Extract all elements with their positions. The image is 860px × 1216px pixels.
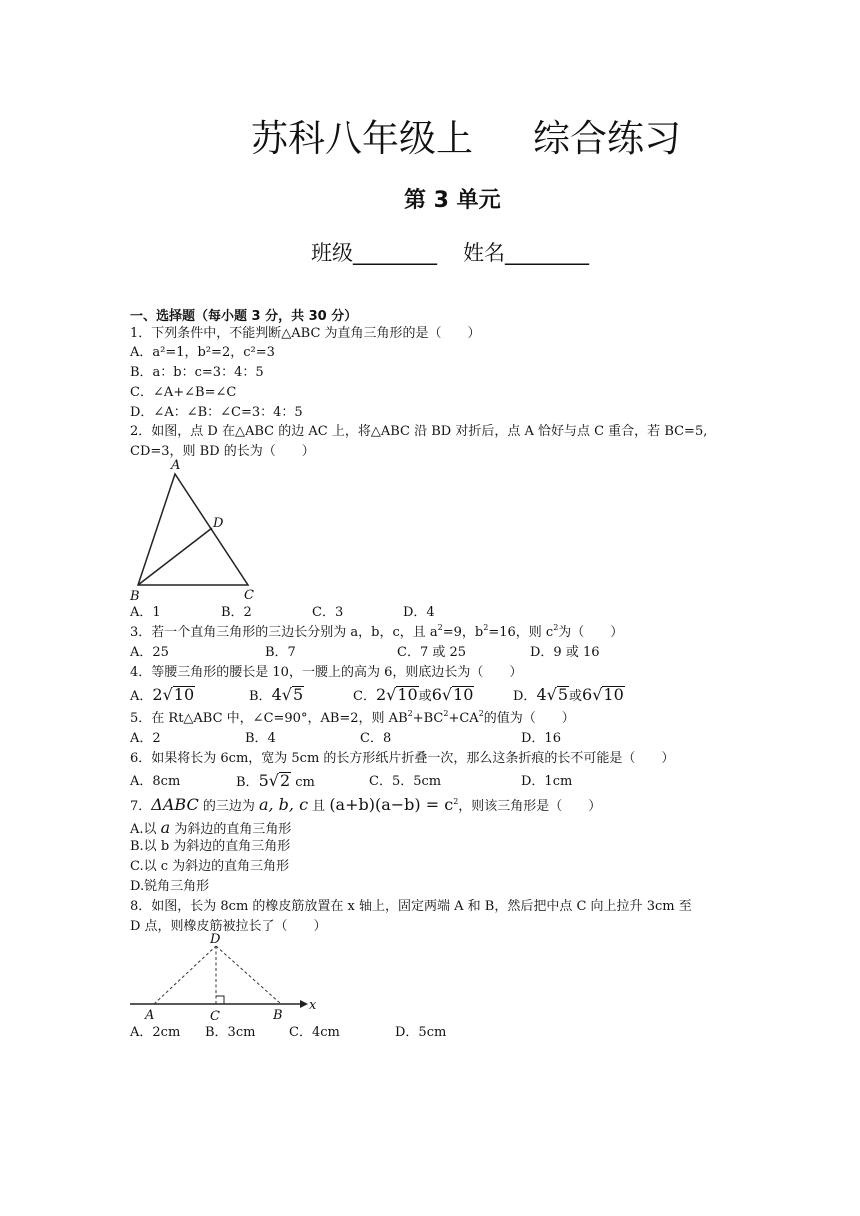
q7-option-c: C.以 c 为斜边的直角三角形 xyxy=(130,859,290,874)
label-a: A xyxy=(171,458,181,473)
segment-db xyxy=(216,946,281,1004)
q2-option-b: B．2 xyxy=(221,605,252,620)
q6-option-b: B．5√2 cm xyxy=(236,771,315,790)
label-a: A xyxy=(145,1008,155,1023)
q4-option-c: C．2√10或6√10 xyxy=(353,685,474,704)
q8-stem-line1: 8．如图，长为 8cm 的橡皮筋放置在 x 轴上，固定两端 A 和 B，然后把中点 C 向上拉升 3cm 至 xyxy=(130,899,692,914)
label-c: C xyxy=(244,588,254,603)
segment-bd xyxy=(138,528,212,585)
label-c: C xyxy=(210,1009,220,1024)
q4-option-a: A．2√10 xyxy=(130,685,195,704)
label-b: B xyxy=(130,589,140,604)
label-b: B xyxy=(273,1008,283,1023)
triangle-abc xyxy=(138,474,248,585)
q3-option-c: C．7 或 25 xyxy=(397,645,467,660)
q1-option-b: B．a：b：c=3：4：5 xyxy=(130,365,264,380)
right-angle-mark xyxy=(216,996,224,1004)
name-field: 姓名________ xyxy=(463,241,589,265)
q3-stem: 3．若一个直角三角形的三边长分别为 a，b，c，且 $a^2=9$，$b^2=16$，则 $c^2$为（ ） xyxy=(130,623,624,640)
q1-option-d: D．∠A：∠B：∠C=3：4：5 xyxy=(130,405,303,420)
q6-option-d: D．1cm xyxy=(521,774,573,789)
q6-stem: 6．如果将长为 6cm，宽为 5cm 的长方形纸片折叠一次，那么这条折痕的长不可能是（ ） xyxy=(130,751,675,766)
q2-stem-line1: 2．如图，点 D 在△ABC 的边 AC 上，将△ABC 沿 BD 对折后，点 A 恰好与点 C 重合，若 BC=5, xyxy=(130,424,708,439)
q8-option-b: B．3cm xyxy=(205,1025,256,1040)
q3-option-a: A．25 xyxy=(130,645,169,660)
q5-option-a: A．2 xyxy=(130,731,161,746)
q8-option-a: A．2cm xyxy=(130,1025,181,1040)
label-d: D xyxy=(210,932,221,947)
q5-option-c: C．8 xyxy=(360,731,392,746)
q2-option-d: D．4 xyxy=(403,605,435,620)
q1-stem: 1．下列条件中，不能判断△ABC 为直角三角形的是（ ） xyxy=(130,326,481,341)
segment-ad xyxy=(154,946,216,1004)
q7-option-b: B.以 b 为斜边的直角三角形 xyxy=(130,839,291,854)
q8-option-d: D．5cm xyxy=(395,1025,447,1040)
q8-rubber-band-figure xyxy=(128,932,328,1024)
unit-label: 第 3 单元 xyxy=(404,188,501,213)
q3-option-d: D．9 或 16 xyxy=(530,645,600,660)
q5-stem: 5．在 Rt△ABC 中，∠C=90°，AB=2，则 $AB^2+BC^2+CA^2$的值为（ ） xyxy=(130,709,575,726)
q8-option-c: C．4cm xyxy=(289,1025,340,1040)
q7-option-d: D.锐角三角形 xyxy=(130,879,210,894)
q5-option-d: D．16 xyxy=(521,731,561,746)
q6-option-c: C．5．5cm xyxy=(369,774,442,789)
q7-stem: 7．ΔABC 的三边为 a, b, c 且 $(a+b)(a-b) = c^2$，则该三角形是（ ） xyxy=(130,795,602,814)
q5-option-b: B．4 xyxy=(245,731,276,746)
q2-stem-line2: CD=3，则 BD 的长为（ ） xyxy=(130,444,315,459)
q2-option-a: A．1 xyxy=(130,605,161,620)
q7-option-a: A.以 a 为斜边的直角三角形 xyxy=(130,818,292,837)
x-axis-arrow xyxy=(300,1000,308,1008)
label-d: D xyxy=(213,516,224,531)
q6-option-a: A．8cm xyxy=(130,774,181,789)
q4-stem: 4．等腰三角形的腰长是 10，一腰上的高为 6，则底边长为（ ） xyxy=(130,665,523,680)
q8-stem-line2: D 点，则橡皮筋被拉长了（ ） xyxy=(130,919,327,934)
q1-option-c: C．∠A+∠B=∠C xyxy=(130,385,237,400)
q1-option-a: A．a²=1，b²=2，c²=3 xyxy=(130,345,275,360)
section-heading: 一、选择题（每小题 3 分，共 30 分） xyxy=(130,309,358,324)
title-right: 综合练习 xyxy=(533,117,681,160)
label-x: x xyxy=(309,998,317,1013)
title-left: 苏科八年级上 xyxy=(251,117,473,160)
class-field: 班级________ xyxy=(311,241,437,265)
q3-option-b: B．7 xyxy=(265,645,296,660)
q4-option-d: D．4√5或6√10 xyxy=(513,685,624,704)
q2-triangle-figure xyxy=(128,456,268,606)
q4-option-b: B．4√5 xyxy=(249,685,304,704)
q2-option-c: C．3 xyxy=(312,605,344,620)
